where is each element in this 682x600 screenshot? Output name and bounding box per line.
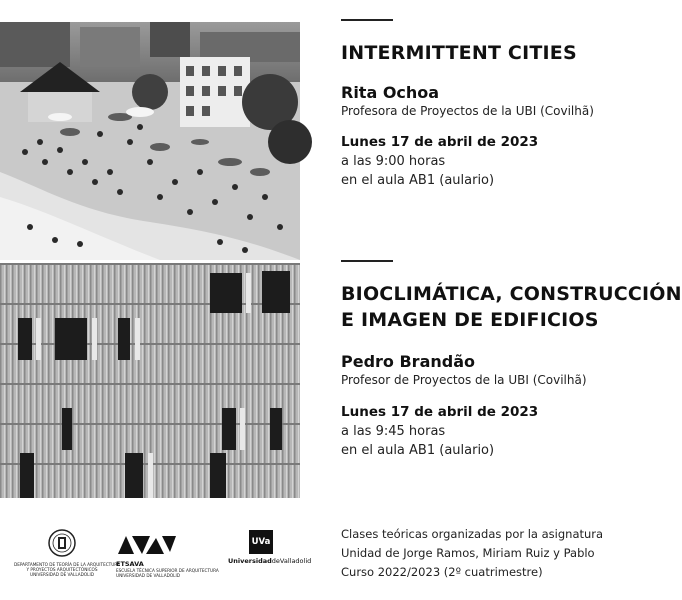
beach-crowd-photo	[0, 22, 300, 260]
etsava-line: UNIVERSIDAD DE VALLADOLID	[116, 573, 180, 578]
department-logo-line: DEPARTAMENTO DE TEORÍA DE LA ARQUITECTURA	[14, 562, 120, 567]
lecture-title	[341, 281, 682, 333]
lecture-date: Lunes 17 de abril de 2023	[341, 404, 539, 420]
uva-name	[228, 557, 312, 566]
uva-name-b: deValladolid	[271, 557, 312, 565]
lecture-2-schedule	[341, 403, 600, 460]
etsava-line: ESCUELA TÉCNICA SUPERIOR DE ARQUITECTURA	[116, 568, 219, 573]
department-logo	[14, 528, 120, 577]
uva-mark: UVa	[249, 530, 273, 554]
lecture-1-schedule	[341, 133, 600, 190]
footer-note	[341, 525, 604, 582]
lecture-2-speaker-block	[341, 352, 600, 388]
etsava-mark-icon	[116, 532, 178, 556]
lecture-1	[341, 40, 600, 66]
lecture-title-line: BIOCLIMÁTICA, CONSTRUCCIÓN	[341, 283, 682, 305]
lecture-1-speaker-block	[341, 83, 600, 119]
speaker-name: Rita Ochoa	[341, 83, 440, 102]
department-logo-line: UNIVERSIDAD DE VALLADOLID	[30, 572, 94, 577]
etsava-name: ETSAVA	[116, 560, 144, 568]
lecture-time: a las 9:45 horas	[341, 424, 446, 439]
department-logo-line: Y PROYECTOS ARQUITECTÓNICOS	[26, 567, 98, 572]
speaker-role: Profesor de Proyectos de la UBI (Covilhã)	[341, 373, 587, 387]
uva-logo	[228, 530, 312, 566]
lecture-2	[341, 281, 682, 333]
divider-rule	[341, 19, 393, 21]
lecture-title-line: E IMAGEN DE EDIFICIOS	[341, 309, 599, 331]
etsava-logo	[116, 532, 226, 578]
university-seal-icon	[47, 528, 77, 558]
lecture-room: en el aula AB1 (aulario)	[341, 443, 495, 458]
lecture-time: a las 9:00 horas	[341, 154, 446, 169]
lecture-title-line: INTERMITTENT CITIES	[341, 42, 577, 64]
facade-shutters-photo	[0, 263, 300, 498]
speaker-name: Pedro Brandão	[341, 352, 475, 371]
footer-line: Unidad de Jorge Ramos, Miriam Ruiz y Pablo	[341, 546, 595, 560]
divider-rule	[341, 260, 393, 262]
footer-line: Curso 2022/2023 (2º cuatrimestre)	[341, 565, 543, 579]
lecture-room: en el aula AB1 (aulario)	[341, 173, 495, 188]
speaker-role: Profesora de Proyectos de la UBI (Covilhã)	[341, 104, 594, 118]
uva-name-a: Universidad	[228, 557, 272, 565]
lecture-title	[341, 40, 600, 66]
footer-line: Clases teóricas organizadas por la asignatura	[341, 527, 604, 541]
lecture-date: Lunes 17 de abril de 2023	[341, 134, 539, 150]
